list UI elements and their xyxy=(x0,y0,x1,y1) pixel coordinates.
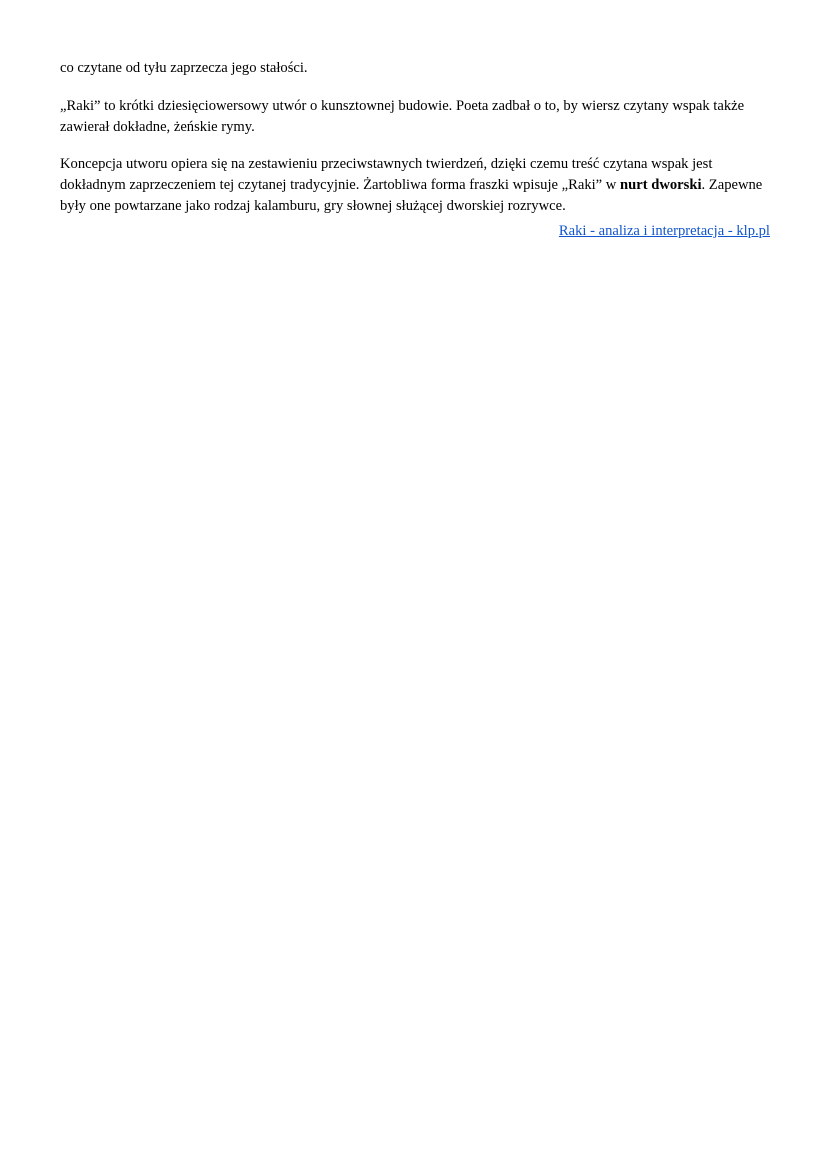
paragraph-3 xyxy=(60,154,770,217)
source-link[interactable]: Raki - analiza i interpretacja - klp.pl xyxy=(558,223,770,239)
paragraph-2 xyxy=(60,96,770,138)
source-line xyxy=(60,221,770,242)
paragraph-2-text: „Raki” to krótki dziesięciowersowy utwór o kunsztownej budowie. Poeta zadbał o to, by wiersz czytany wspak także zawierał dokładne, żeńskie rymy. xyxy=(60,98,745,135)
paragraph-1 xyxy=(60,58,770,79)
paragraph-3-text-after: . Zapewne były one powtarzane jako rodzaj kalamburu, gry słownej służącej dworskiej rozrywce. xyxy=(60,177,763,214)
paragraph-3-bold-term: nurt dworski xyxy=(620,177,702,193)
paragraph-3-text-before: Koncepcja utworu opiera się na zestawieniu przeciwstawnych twierdzeń, dzięki czemu treść czytana wspak jest dokładnym zaprzeczeniem tej czytanej tradycyjnie. Żartobliwa forma fraszki wpisuje „Raki” w xyxy=(60,156,713,193)
document-body xyxy=(60,58,770,242)
paragraph-1-text: co czytane od tyłu zaprzecza jego stałości. xyxy=(60,60,308,76)
